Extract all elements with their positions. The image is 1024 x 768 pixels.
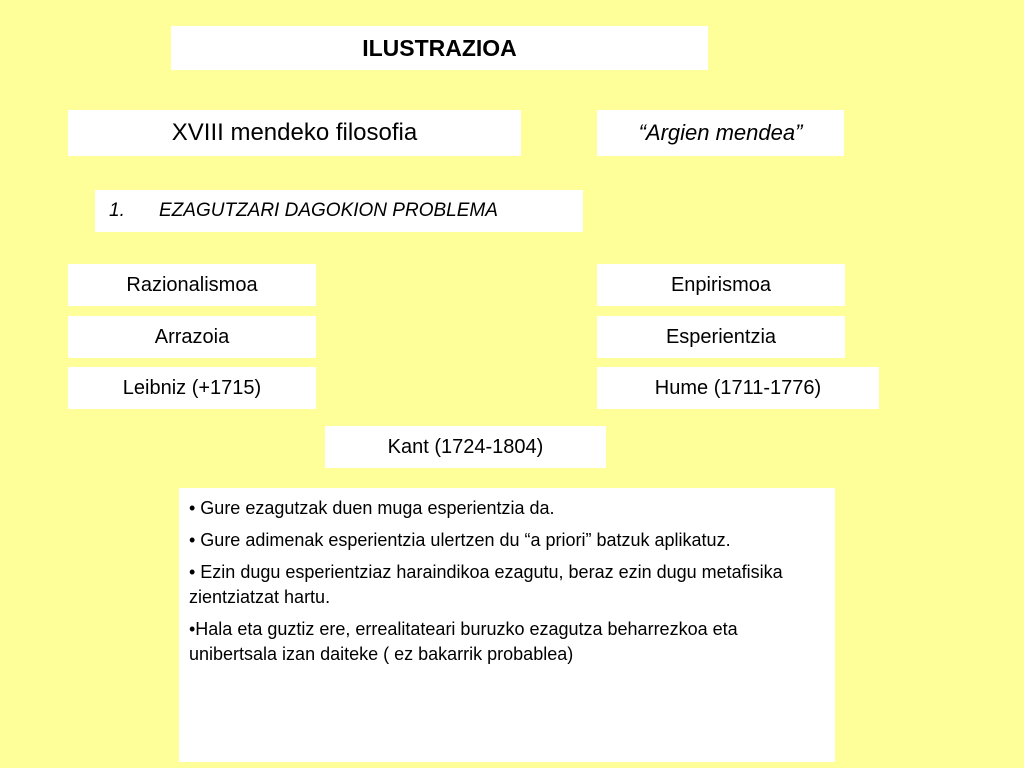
kant-point: • Ezin dugu esperientziaz haraindikoa ezagutu, beraz ezin dugu metafisika zientziatzat hartu. [189, 562, 783, 607]
empiricism-label: Enpirismoa [670, 273, 772, 296]
kant-label: Kant (1724-1804) [387, 435, 544, 458]
rationalism-label: Razionalismoa [126, 273, 258, 296]
experience-label: Esperientzia [665, 325, 777, 348]
kant-point: •Hala eta guztiz ere, errealitateari buruzko ezagutza beharrezkoa eta unibertsala izan daiteke ( ez bakarrik probablea) [189, 619, 738, 664]
problem-number: 1. [109, 200, 125, 221]
reason-box [68, 316, 316, 358]
leibniz-label: Leibniz (+1715) [122, 376, 262, 399]
problem-label: EZAGUTZARI DAGOKION PROBLEMA [159, 200, 498, 221]
slide-title [171, 26, 708, 70]
empiricism-box [597, 264, 845, 306]
argien-box [597, 110, 844, 156]
philosophy-box [68, 110, 521, 156]
hume-box [597, 367, 879, 409]
kant-notes [179, 488, 835, 762]
philosophy-label: XVIII mendeko filosofia [171, 119, 418, 146]
slide-title-text: ILUSTRAZIOA [362, 34, 517, 61]
hume-label: Hume (1711-1776) [654, 376, 822, 399]
experience-box [597, 316, 845, 358]
kant-point: • Gure ezagutzak duen muga esperientzia da. [189, 498, 555, 518]
rationalism-box [68, 264, 316, 306]
argien-label: “Argien mendea” [638, 120, 803, 145]
reason-label: Arrazoia [154, 325, 230, 348]
kant-point: • Gure adimenak esperientzia ulertzen du “a priori” batzuk aplikatuz. [189, 530, 731, 550]
leibniz-box [68, 367, 316, 409]
problem-box [95, 190, 583, 232]
kant-box [325, 426, 606, 468]
